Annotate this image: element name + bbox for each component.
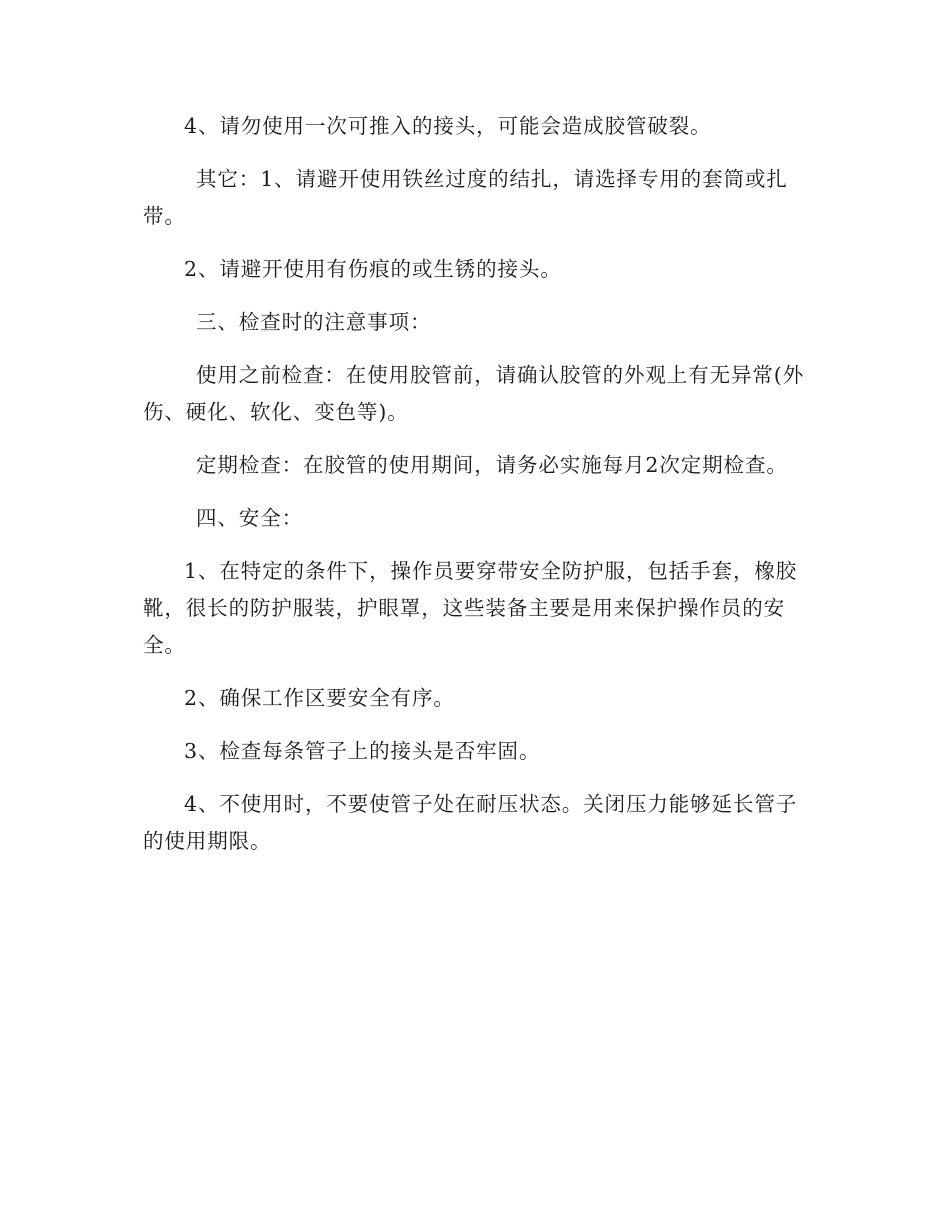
paragraph: 4、不使用时，不要使管子处在耐压状态。关闭压力能够延长管子的使用期限。 [143, 792, 798, 853]
paragraph: 4、请勿使用一次可推入的接头，可能会造成胶管破裂。 [184, 114, 712, 138]
paragraph: 2、请避开使用有伤痕的或生锈的接头。 [184, 257, 562, 281]
paragraph: 3、检查每条管子上的接头是否牢固。 [184, 739, 541, 763]
paragraph: 使用之前检查：在使用胶管前，请确认胶管的外观上有无异常(外伤、硬化、软化、变色等)。 [143, 363, 805, 424]
section-heading: 三、检查时的注意事项： [196, 310, 432, 334]
section-heading: 四、安全： [196, 506, 303, 530]
paragraph: 1、在特定的条件下，操作员要穿带安全防护服，包括手套，橡胶靴，很长的防护服装，护眼罩，这些装备主要是用来保护操作员的安全。 [143, 559, 798, 657]
document-body [143, 108, 808, 860]
paragraph: 定期检查：在胶管的使用期间，请务必实施每月2次定期检查。 [196, 453, 788, 477]
paragraph: 其它：1、请避开使用铁丝过度的结扎，请选择专用的套筒或扎带。 [143, 167, 788, 228]
paragraph: 2、确保工作区要安全有序。 [184, 686, 455, 710]
